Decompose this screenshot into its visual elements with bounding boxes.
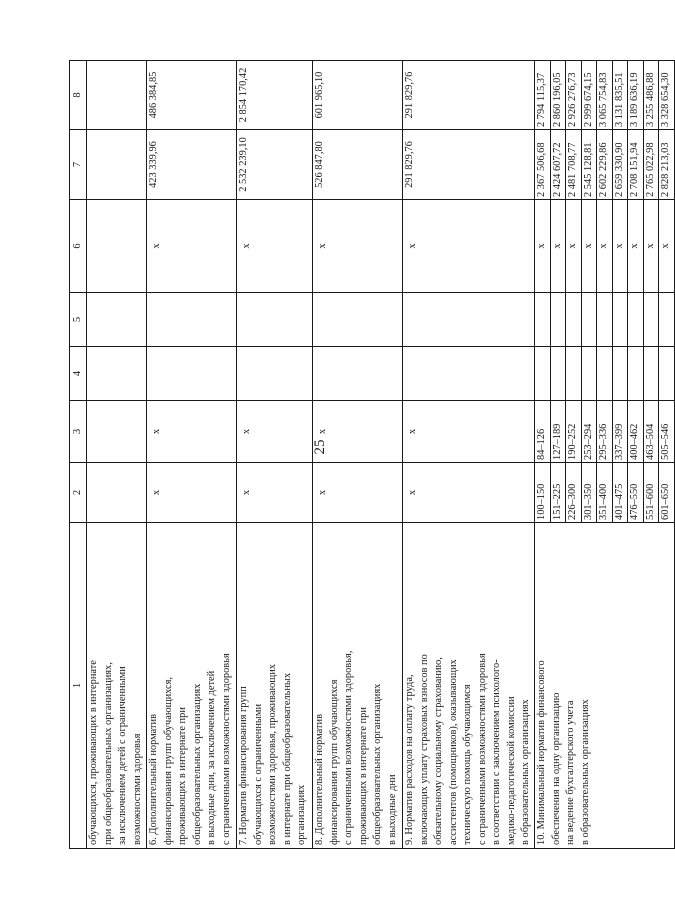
cell-col-5 (566, 293, 582, 347)
cell-col-3: 463–504 (643, 401, 659, 463)
header-col-3: 3 (70, 401, 87, 463)
cell-col-8: 291 829,76 (403, 61, 535, 130)
cell-col-3: x (237, 401, 313, 463)
table-row (403, 61, 535, 849)
header-col-4: 4 (70, 347, 87, 401)
cell-col-7: 2 424 607,72 (550, 130, 566, 200)
rotated-table-container (69, 61, 671, 849)
header-col-7: 7 (70, 130, 87, 200)
cell-col-5 (659, 293, 675, 347)
cell-col-7: 423 339,96 (147, 130, 237, 200)
cell-col-3: x (403, 401, 535, 463)
cell-col-5 (403, 293, 535, 347)
header-col-1: 1 (70, 523, 87, 849)
header-row (70, 61, 87, 849)
cell-col-4 (612, 347, 628, 401)
cell-col-7: 291 829,76 (403, 130, 535, 200)
row-label: 7. Норматив финансирования групп обучающихся с ограниченными возможностями здоровья, проживающих в интернате при общеобразовательных организациях (237, 523, 313, 849)
cell-col-3: 295–336 (597, 401, 613, 463)
cell-col-2: x (403, 463, 535, 523)
header-col-6: 6 (70, 200, 87, 293)
cell-col-6: x (628, 200, 644, 293)
page-number: 25 (312, 439, 328, 455)
cell-col-7: 2 708 151,94 (628, 130, 644, 200)
row-label: 8. Дополнительный норматив финансирования групп обучающихся с ограниченными возможностями здоровья, проживающих в интернате при общеобразовательных организациях в выходные дни (313, 523, 403, 849)
cell-col-3: 505–546 (659, 401, 675, 463)
cell-col-4 (628, 347, 644, 401)
cell-col-6: x (566, 200, 582, 293)
cell-col-7: 2 828 213,03 (659, 130, 675, 200)
cell-col-8: 486 384,85 (147, 61, 237, 130)
cell-col-7: 2 367 506,68 (535, 130, 551, 200)
header-col-2: 2 (70, 463, 87, 523)
cell-col-2: 351–400 (597, 463, 613, 523)
cell-col-5 (581, 293, 597, 347)
cell-col-2: 601–650 (659, 463, 675, 523)
cell-col-3: 190–252 (566, 401, 582, 463)
cell-col-5 (87, 293, 147, 347)
cell-col-4 (643, 347, 659, 401)
cell-col-5 (313, 293, 403, 347)
cell-col-2: 100–150 (535, 463, 551, 523)
cell-col-5 (535, 293, 551, 347)
cell-col-2: x (313, 463, 403, 523)
cell-col-4 (566, 347, 582, 401)
cell-col-2: x (237, 463, 313, 523)
cell-col-6: x (313, 200, 403, 293)
cell-col-7: 2 765 022,98 (643, 130, 659, 200)
cell-col-3: x (147, 401, 237, 463)
cell-col-7: 526 847,80 (313, 130, 403, 200)
financing-standards-table (69, 60, 675, 849)
cell-col-2 (87, 463, 147, 523)
cell-col-5 (597, 293, 613, 347)
cell-col-3: 84–126 (535, 401, 551, 463)
cell-col-2: x (147, 463, 237, 523)
row-label: обучающихся, проживающих в интернате при общеобразовательных организациях, за исключением детей с ограниченными возможностями здоровья (87, 523, 147, 849)
row-label: 10. Минимальный норматив финансового обеспечения на одну организацию на ведение бухгалтерского учета в образовательных организациях (535, 523, 675, 849)
cell-col-8 (87, 61, 147, 130)
cell-col-4 (403, 347, 535, 401)
cell-col-4 (597, 347, 613, 401)
cell-col-6: x (550, 200, 566, 293)
cell-col-5 (628, 293, 644, 347)
cell-col-8: 3 189 636,19 (628, 61, 644, 130)
cell-col-6: x (237, 200, 313, 293)
cell-col-2: 476–550 (628, 463, 644, 523)
cell-col-5 (612, 293, 628, 347)
cell-col-5 (147, 293, 237, 347)
cell-col-3: 400–462 (628, 401, 644, 463)
header-col-8: 8 (70, 61, 87, 130)
cell-col-7: 2 545 128,81 (581, 130, 597, 200)
table-row (147, 61, 237, 849)
cell-col-8: 2 926 276,73 (566, 61, 582, 130)
cell-col-8: 2 794 115,37 (535, 61, 551, 130)
cell-col-2: 301–350 (581, 463, 597, 523)
cell-col-3 (87, 401, 147, 463)
cell-col-8: 2 999 674,15 (581, 61, 597, 130)
cell-col-8: 2 854 170,42 (237, 61, 313, 130)
row-label: 9. Норматив расходов на оплату труда, включающих уплату страховых взносов по обязательному социальному страхованию, ассистентов (помощников), оказывающих техническую помощь обучающимся с ограниченными возможностями здоровья в соответствии с заключением психолого- медико-педагогической комиссии в образовательных организациях (403, 523, 535, 849)
cell-col-8: 2 860 196,05 (550, 61, 566, 130)
cell-col-4 (659, 347, 675, 401)
cell-col-8: 3 131 835,51 (612, 61, 628, 130)
cell-col-8: 3 065 754,83 (597, 61, 613, 130)
cell-col-5 (237, 293, 313, 347)
table-row (87, 61, 147, 849)
cell-col-8: 3 328 654,30 (659, 61, 675, 130)
cell-col-4 (147, 347, 237, 401)
cell-col-7 (87, 130, 147, 200)
cell-col-6: x (597, 200, 613, 293)
cell-col-5 (550, 293, 566, 347)
cell-col-3: 127–189 (550, 401, 566, 463)
cell-col-6: x (147, 200, 237, 293)
cell-col-4 (581, 347, 597, 401)
cell-col-3: 253–294 (581, 401, 597, 463)
cell-col-7: 2 659 330,90 (612, 130, 628, 200)
table-row (535, 61, 551, 849)
cell-col-6: x (403, 200, 535, 293)
cell-col-3: x (313, 401, 403, 463)
cell-col-6: x (659, 200, 675, 293)
table-row (313, 61, 403, 849)
cell-col-8: 601 965,10 (313, 61, 403, 130)
cell-col-2: 551–600 (643, 463, 659, 523)
cell-col-7: 2 602 229,86 (597, 130, 613, 200)
cell-col-7: 2 532 239,10 (237, 130, 313, 200)
table-row (237, 61, 313, 849)
cell-col-4 (237, 347, 313, 401)
cell-col-4 (550, 347, 566, 401)
cell-col-2: 401–475 (612, 463, 628, 523)
cell-col-4 (535, 347, 551, 401)
cell-col-7: 2 481 708,77 (566, 130, 582, 200)
cell-col-4 (87, 347, 147, 401)
cell-col-6: x (581, 200, 597, 293)
cell-col-6: x (612, 200, 628, 293)
cell-col-4 (313, 347, 403, 401)
cell-col-6: x (643, 200, 659, 293)
cell-col-2: 226–300 (566, 463, 582, 523)
cell-col-2: 151–225 (550, 463, 566, 523)
cell-col-8: 3 255 486,88 (643, 61, 659, 130)
cell-col-3: 337–399 (612, 401, 628, 463)
header-col-5: 5 (70, 293, 87, 347)
cell-col-6 (87, 200, 147, 293)
cell-col-6: x (535, 200, 551, 293)
row-label: 6. Дополнительный норматив финансирования групп обучающихся, проживающих в интернате при общеобразовательных организациях в выходные дни, за исключением детей с ограниченными возможностями здоровья (147, 523, 237, 849)
cell-col-5 (643, 293, 659, 347)
